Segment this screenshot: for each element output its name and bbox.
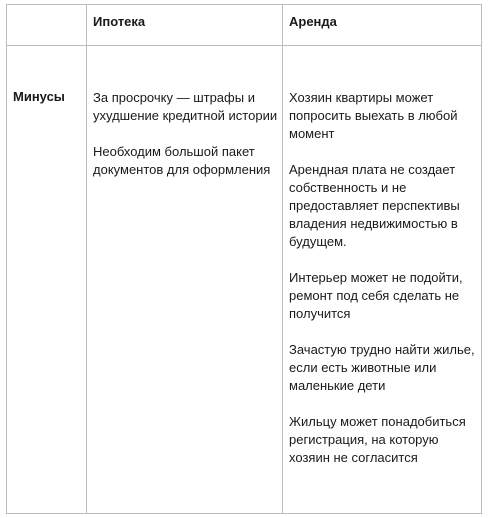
row-label-cons: Минусы [13, 89, 65, 104]
header-rent: Аренда [289, 14, 337, 29]
mortgage-con-item: Необходим большой пакет документов для оформления [93, 144, 271, 177]
rent-con-item: Арендная плата не создает собственность и не предоставляет перспективы владения недвижимостью в будущем. [289, 162, 460, 249]
mortgage-con-item: За просрочку — штрафы и ухудшение кредитной истории [93, 90, 278, 123]
rent-con-item: Интерьер может не подойти, ремонт под себя сделать не получится [289, 270, 463, 321]
column-divider [282, 5, 283, 513]
rent-con-item: Жильцу может понадобиться регистрация, на которую хозяин не согласится [289, 414, 466, 465]
rent-con-item: Хозяин квартиры может попросить выехать в любой момент [289, 90, 458, 141]
rent-cons-cell [289, 89, 477, 467]
comparison-table [6, 4, 482, 514]
column-divider [86, 5, 87, 513]
header-divider [7, 45, 481, 46]
rent-con-item: Зачастую трудно найти жилье, если есть животные или маленькие дети [289, 342, 475, 393]
mortgage-cons-cell [93, 89, 279, 179]
header-mortgage: Ипотека [93, 14, 146, 29]
